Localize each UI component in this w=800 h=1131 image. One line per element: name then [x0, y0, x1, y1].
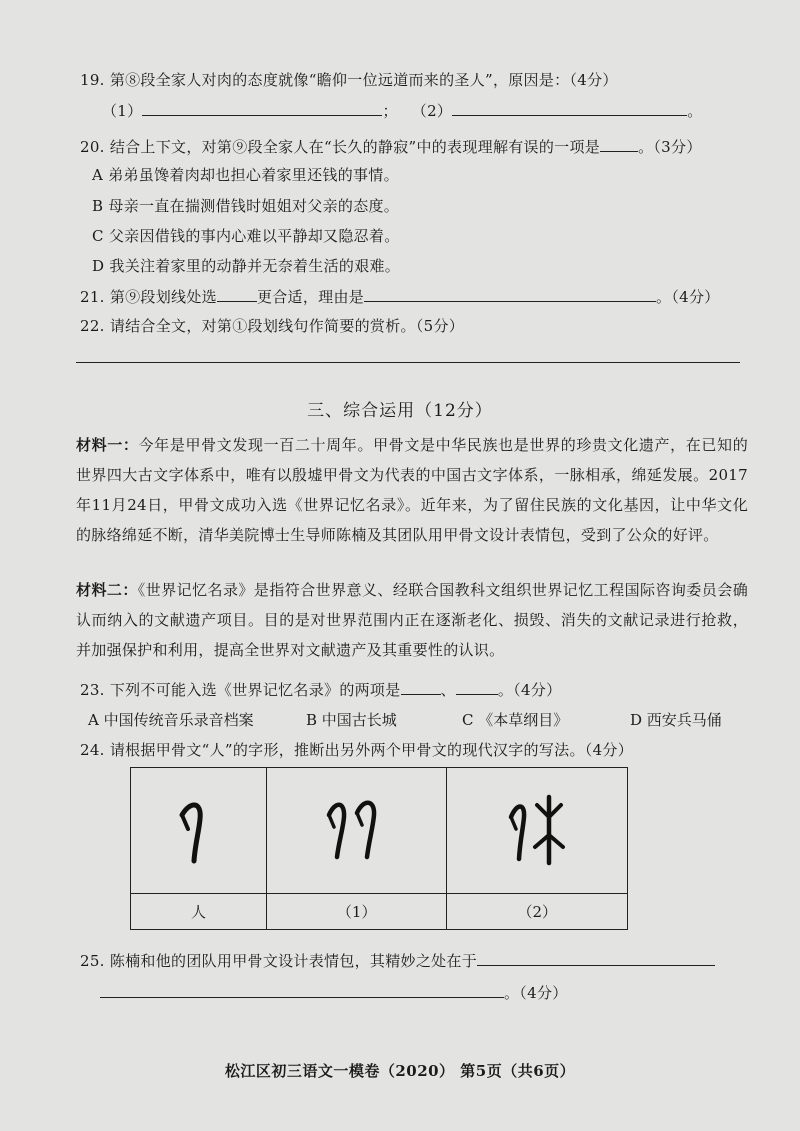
q23-option-a: A 中国传统音乐录音档案 — [88, 711, 254, 729]
q24-stem: 24. 请根据甲骨文“人”的字形，推断出另外两个甲骨文的现代汉字的写法。（4分） — [80, 741, 634, 759]
q23-stem1: 23. 下列不可能入选《世界记忆名录》的两项是 — [80, 681, 401, 699]
material2-text: 《世界记忆名录》是指符合世界意义、经联合国教科文组织世界记忆工程国际咨询委员会确认而纳入的文献遗产项目。目的是对世界范围内正在逐渐老化、损毁、消失的文献记录进行抢救，并加强保护和利用，提高全世界对文献遗产及其重要性的认识。 — [76, 581, 748, 659]
q19-blank2[interactable] — [452, 100, 687, 116]
q20-option-c: C 父亲因借钱的事内心难以平静却又隐忍着。 — [92, 227, 400, 245]
q21-blank2[interactable] — [364, 286, 656, 302]
q23-option-c: C 《本草纲目》 — [462, 711, 569, 729]
label-1[interactable]: （1） — [266, 894, 447, 930]
q21-part1: 21. 第⑨段划线处选 — [80, 288, 217, 306]
q19-stem: 19. 第⑧段全家人对肉的态度就像“瞻仰一位远道而来的圣人”，原因是：（4分） — [80, 71, 618, 89]
q20-stem: 20. 结合上下文，对第⑨段全家人在“长久的静寂”中的表现理解有误的一项是 — [80, 138, 601, 156]
q20-score: 。（3分） — [638, 138, 702, 156]
q23-option-d: D 西安兵马俑 — [630, 711, 722, 729]
q21-blank1[interactable] — [217, 286, 257, 302]
q19-answer-line — [102, 100, 703, 121]
material2 — [76, 575, 748, 665]
q23-stem2: 、 — [440, 681, 456, 699]
q23-stem-line — [80, 679, 561, 700]
q19-blank2-label: （2） — [411, 102, 453, 120]
q20-option-a: A 弟弟虽馋着肉却也担心着家里还钱的事情。 — [92, 166, 399, 184]
q23-blank2[interactable] — [456, 679, 498, 695]
q19-blank1-label: （1） — [102, 102, 143, 120]
q19-sep: ； — [382, 102, 398, 120]
q20-option-b: B 母亲一直在揣测借钱时姐姐对父亲的态度。 — [92, 197, 400, 215]
q23-option-b: B 中国古长城 — [306, 711, 397, 729]
material1 — [76, 430, 748, 550]
q23-stem3: 。（4分） — [497, 681, 562, 699]
q20-blank[interactable] — [600, 136, 638, 152]
q25-end: 。（4分） — [504, 984, 568, 1002]
oracle-xiu-cell — [447, 768, 628, 894]
page-footer: 松江区初三语文一模卷（2020） 第5页（共6页） — [224, 1062, 576, 1080]
q21-part2: 更合适，理由是 — [256, 288, 365, 306]
label-ren: 人 — [131, 894, 267, 930]
q21-line — [80, 286, 720, 307]
q19-blank1[interactable] — [142, 100, 382, 116]
q25-blank1[interactable] — [477, 950, 715, 966]
oracle-ren-glyph — [168, 789, 228, 869]
q25-stem: 25. 陈楠和他的团队用甲骨文设计表情包，其精妙之处在于 — [80, 952, 478, 970]
q25-blank2[interactable] — [100, 982, 504, 998]
material1-label: 材料一： — [76, 436, 139, 454]
q22-stem: 22. 请结合全文，对第①段划线句作简要的赏析。（5分） — [80, 317, 465, 335]
q20-option-d: D 我关注着家里的动静并无奈着生活的艰难。 — [92, 257, 401, 275]
section3-title: 三、综合运用（12分） — [307, 401, 493, 421]
q20-stem-line — [80, 136, 702, 157]
material2-label: 材料二： — [76, 581, 138, 599]
oracle-xiu-glyph — [497, 789, 577, 869]
q19-end: 。 — [687, 102, 703, 120]
label-2[interactable]: （2） — [447, 894, 628, 930]
q21-part3: 。（4分） — [656, 288, 720, 306]
q25-answer-line — [100, 982, 568, 1003]
q23-blank1[interactable] — [401, 679, 441, 695]
oracle-cong-glyph — [317, 789, 397, 869]
material1-text: 今年是甲骨文发现一百二十周年。甲骨文是中华民族也是世界的珍贵文化遗产，在已知的世界四大古文字体系中，唯有以殷墟甲骨文为代表的中国古文字体系，一脉相承，绵延发展。2017年11月24日，甲骨文成功入选《世界记忆名录》。近年来，为了留住民族的文化基因，让中华文化的脉络绵延不断，清华美院博士生导师陈楠及其团队用甲骨文设计表情包，受到了公众的好评。 — [76, 436, 748, 544]
oracle-bone-table — [130, 767, 628, 930]
q22-answer-line[interactable] — [76, 362, 740, 363]
oracle-cong-cell — [266, 768, 447, 894]
q25-stem-line — [80, 950, 715, 971]
oracle-ren-cell — [131, 768, 267, 894]
